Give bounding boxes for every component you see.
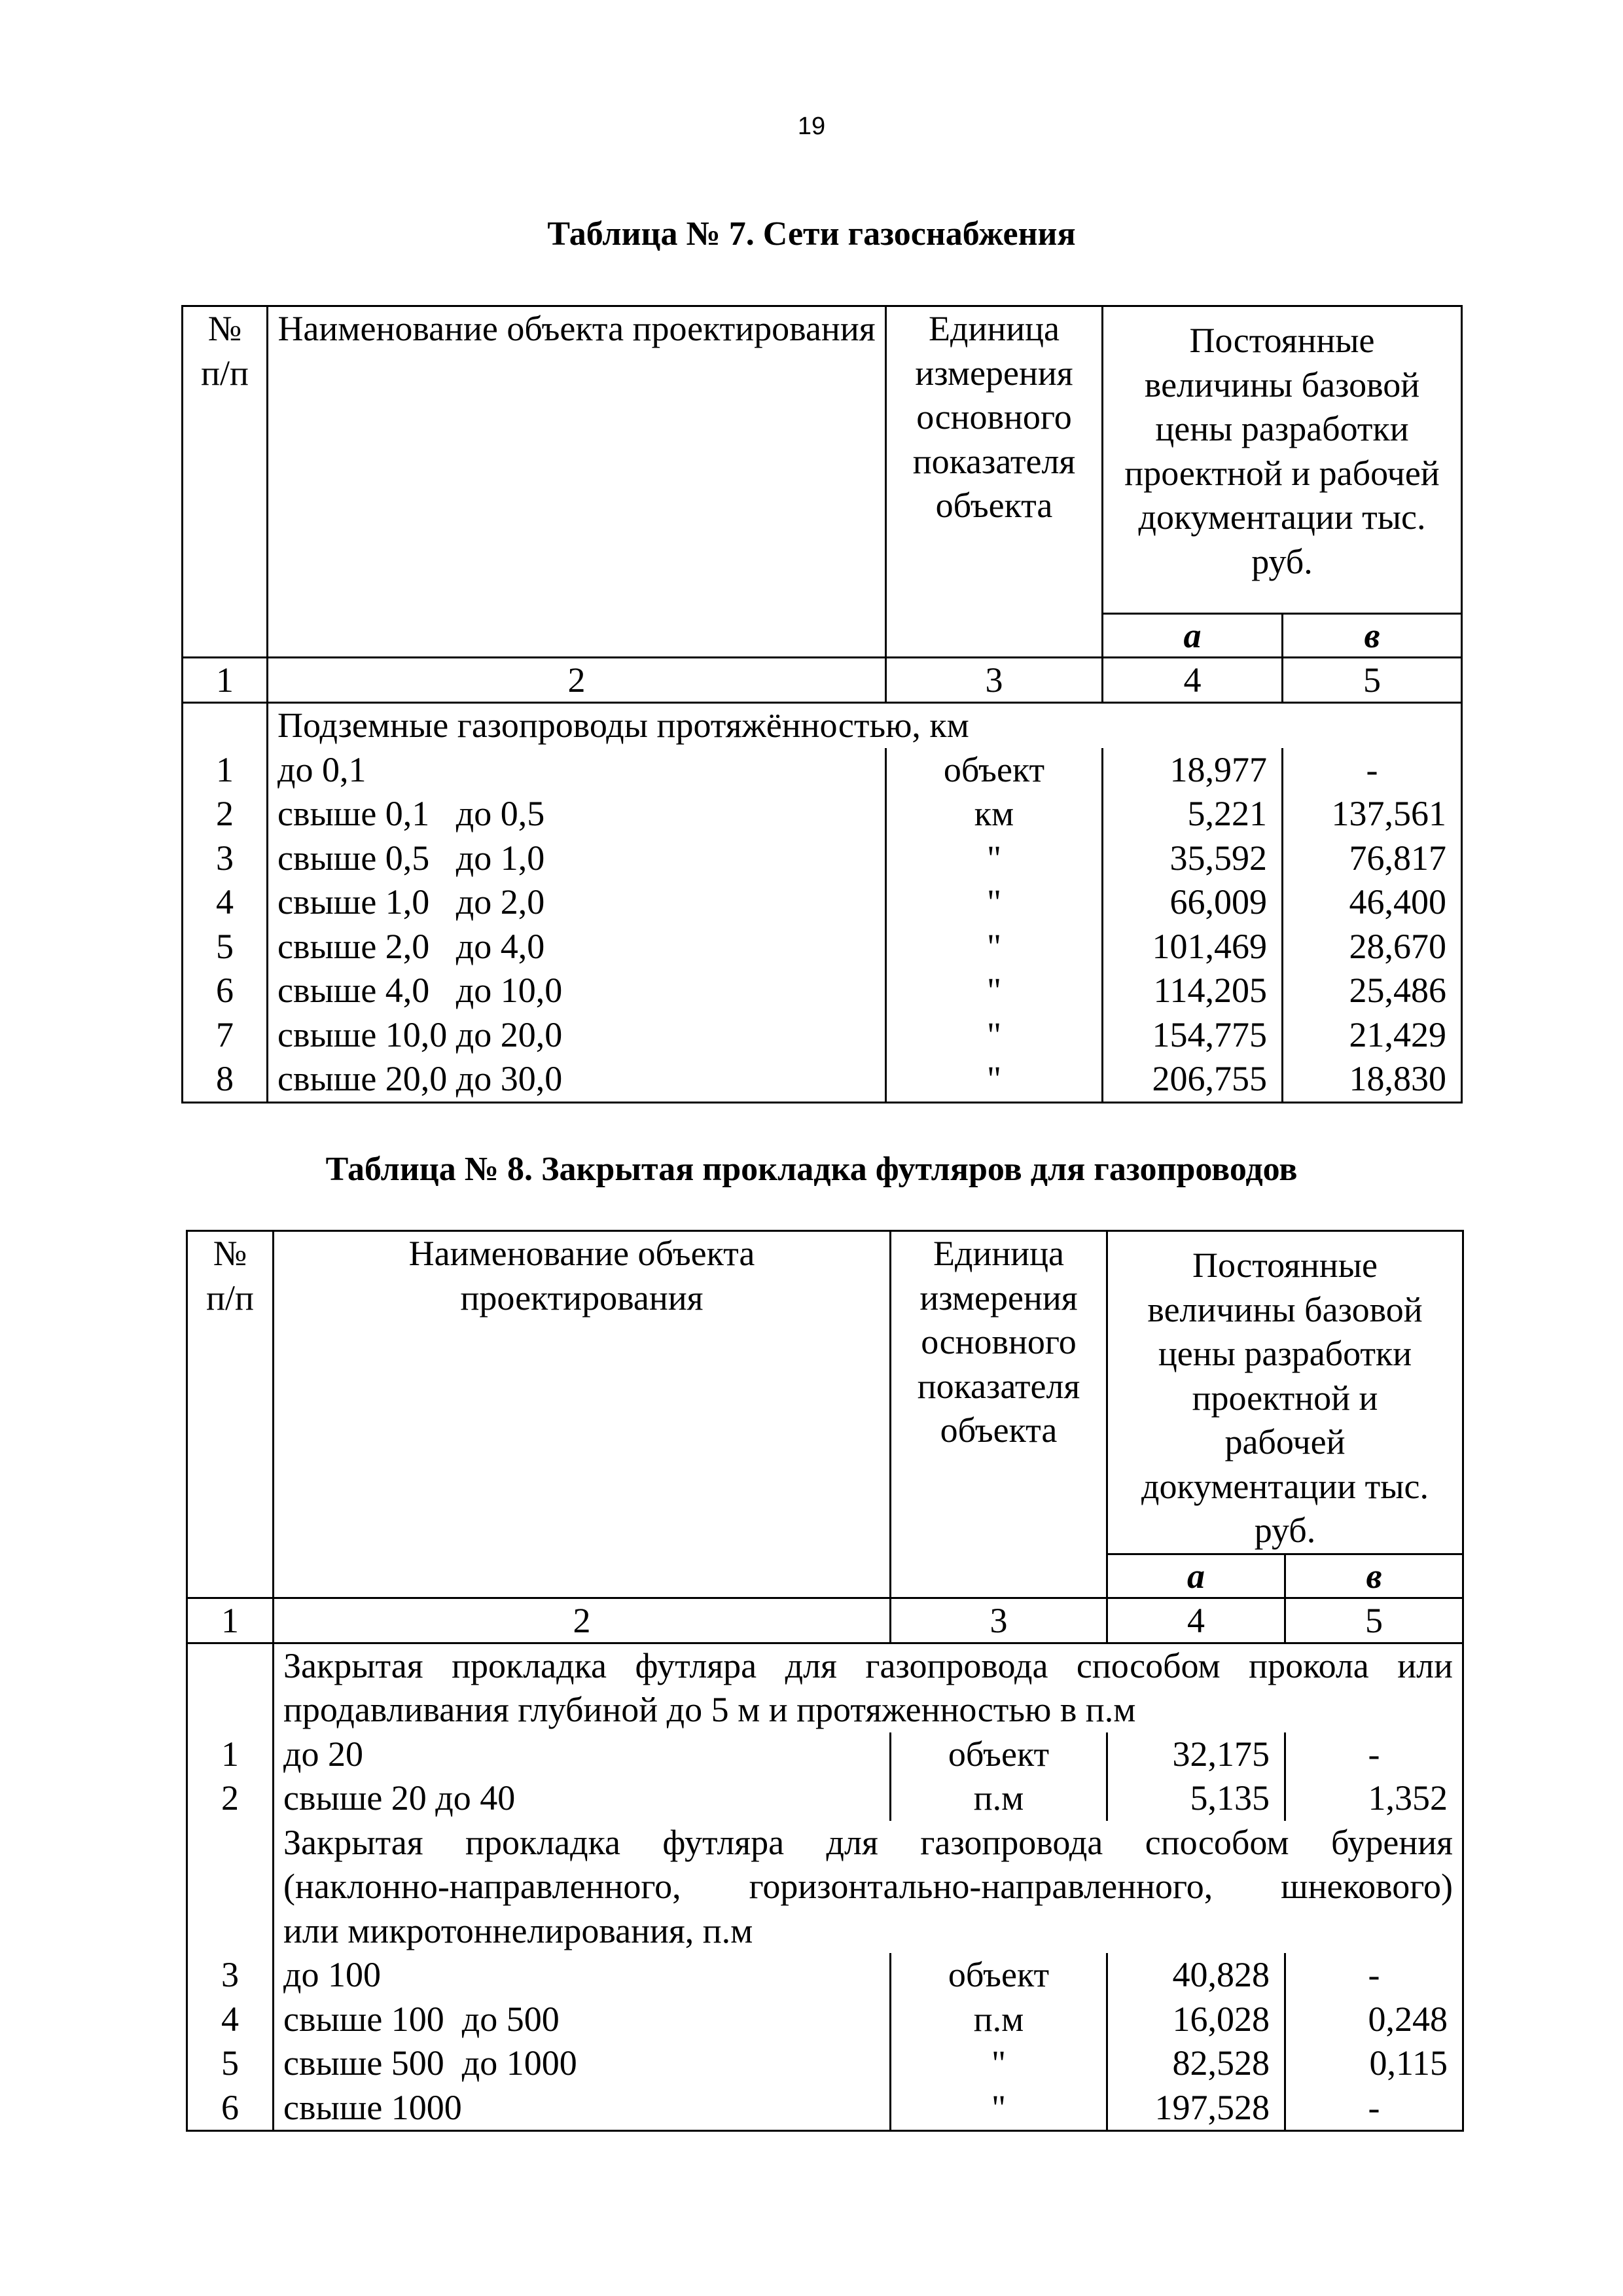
section-heading-line: или микротоннелирования, п.м (283, 1910, 753, 1950)
row-name: свыше 100 до 500 (274, 1998, 891, 2042)
col-number: 3 (886, 658, 1103, 703)
row-name: свыше 500 до 1000 (274, 2041, 891, 2086)
row-unit: п.м (891, 1776, 1107, 1821)
row-value-b: 21,429 (1283, 1013, 1462, 1058)
section-heading-row (183, 703, 1462, 748)
row-unit: " (886, 880, 1103, 925)
row-name: свыше 0,1 до 0,5 (268, 792, 886, 836)
row-unit: объект (891, 1953, 1107, 1998)
table-row (183, 748, 1462, 793)
header-price: Постоянные величины базовой цены разработки проектной и рабочей документации тыс. руб. (1107, 1231, 1463, 1554)
table-row (183, 880, 1462, 925)
row-number: 4 (187, 1998, 274, 2042)
row-name: свыше 1,0 до 2,0 (268, 880, 886, 925)
section-heading (274, 1821, 1463, 1954)
section-heading-line: Закрытая прокладка футляра для газопровода способом прокола или (283, 1645, 1454, 1685)
row-name: свыше 4,0 до 10,0 (268, 969, 886, 1013)
section-heading-line: Закрытая прокладка футляра для газопровода способом бурения (283, 1822, 1454, 1862)
table8-title: Таблица № 8. Закрытая прокладка футляров для газопроводов (325, 1151, 1298, 1188)
row-unit: объект (886, 748, 1103, 793)
row-unit: " (886, 969, 1103, 1013)
header-name: Наименование объекта проектирования (268, 306, 886, 658)
section-heading-line: (наклонно-направленного, горизонтально-направленного, шнекового) (283, 1867, 1454, 1906)
table-row (187, 1998, 1463, 2042)
row-value-a: 40,828 (1107, 1953, 1285, 1998)
header-a: а (1107, 1554, 1285, 1598)
header-b: в (1285, 1554, 1463, 1598)
row-value-b: - (1285, 1732, 1463, 1777)
table-row (187, 2041, 1463, 2086)
row-unit: п.м (891, 1998, 1107, 2042)
table7 (181, 305, 1463, 1103)
row-number: 5 (187, 2041, 274, 2086)
row-number: 3 (183, 836, 268, 881)
col-number: 2 (268, 658, 886, 703)
row-value-a: 101,469 (1103, 925, 1283, 969)
col-number: 5 (1283, 658, 1462, 703)
row-name: свыше 1000 (274, 2086, 891, 2131)
row-number: 5 (183, 925, 268, 969)
col-number: 4 (1107, 1598, 1285, 1643)
table-row (183, 925, 1462, 969)
row-value-b: - (1285, 2086, 1463, 2131)
row-value-a: 18,977 (1103, 748, 1283, 793)
section-heading-row (187, 1643, 1463, 1732)
row-number: 3 (187, 1953, 274, 1998)
row-name: свыше 10,0 до 20,0 (268, 1013, 886, 1058)
row-name: свыше 20 до 40 (274, 1776, 891, 1821)
row-value-a: 154,775 (1103, 1013, 1283, 1058)
row-name: свыше 0,5 до 1,0 (268, 836, 886, 881)
table-row (183, 969, 1462, 1013)
row-value-b: 18,830 (1283, 1057, 1462, 1102)
col-number: 4 (1103, 658, 1283, 703)
row-unit: " (886, 925, 1103, 969)
row-value-b: 0,248 (1285, 1998, 1463, 2042)
num-cell-empty (187, 1643, 274, 1732)
row-value-a: 32,175 (1107, 1732, 1285, 1777)
row-value-b: 1,352 (1285, 1776, 1463, 1821)
col-number: 2 (274, 1598, 891, 1643)
row-number: 6 (187, 2086, 274, 2131)
header-name: Наименование объекта проектирования (274, 1231, 891, 1598)
row-value-b: 0,115 (1285, 2041, 1463, 2086)
header-num: № п/п (183, 306, 268, 658)
row-value-b: 25,486 (1283, 969, 1462, 1013)
row-value-a: 206,755 (1103, 1057, 1283, 1102)
column-numbers-row (183, 658, 1462, 703)
num-cell-empty (187, 1821, 274, 1954)
section-heading (268, 703, 1462, 748)
row-unit: " (886, 1057, 1103, 1102)
section-heading (274, 1643, 1463, 1732)
row-value-a: 66,009 (1103, 880, 1283, 925)
row-number: 1 (187, 1732, 274, 1777)
row-value-a: 114,205 (1103, 969, 1283, 1013)
row-unit: " (891, 2086, 1107, 2131)
col-number: 5 (1285, 1598, 1463, 1643)
section-heading-line: Подземные газопроводы протяжённостью, км (277, 706, 969, 745)
header-unit: Единица измерения основного показателя объекта (886, 306, 1103, 658)
table-row (187, 1953, 1463, 1998)
table-row (183, 1057, 1462, 1102)
row-number: 1 (183, 748, 268, 793)
row-value-a: 5,221 (1103, 792, 1283, 836)
row-name: до 100 (274, 1953, 891, 1998)
row-unit: объект (891, 1732, 1107, 1777)
col-number: 1 (187, 1598, 274, 1643)
row-value-b: - (1283, 748, 1462, 793)
table-row (183, 836, 1462, 881)
row-value-a: 197,528 (1107, 2086, 1285, 2131)
table-row (183, 792, 1462, 836)
col-number: 3 (891, 1598, 1107, 1643)
section-heading-line: продавливания глубиной до 5 м и протяженностью в п.м (283, 1690, 1136, 1729)
row-value-b: 137,561 (1283, 792, 1462, 836)
row-name: до 20 (274, 1732, 891, 1777)
table-row (187, 2086, 1463, 2131)
table7-title: Таблица № 7. Сети газоснабжения (547, 215, 1076, 253)
header-a: а (1103, 614, 1283, 658)
table-row (187, 1732, 1463, 1777)
num-cell-empty (183, 703, 268, 748)
row-unit: " (891, 2041, 1107, 2086)
header-b: в (1283, 614, 1462, 658)
table8 (186, 1230, 1464, 2132)
row-value-b: 28,670 (1283, 925, 1462, 969)
row-value-a: 16,028 (1107, 1998, 1285, 2042)
row-value-a: 5,135 (1107, 1776, 1285, 1821)
row-unit: " (886, 1013, 1103, 1058)
header-unit: Единица измерения основного показателя объекта (891, 1231, 1107, 1598)
row-number: 6 (183, 969, 268, 1013)
header-price: Постоянные величины базовой цены разработки проектной и рабочей документации тыс. руб. (1103, 306, 1462, 614)
page-number: 19 (797, 113, 826, 140)
row-number: 4 (183, 880, 268, 925)
col-number: 1 (183, 658, 268, 703)
row-unit: км (886, 792, 1103, 836)
row-value-a: 82,528 (1107, 2041, 1285, 2086)
section-heading-row (187, 1821, 1463, 1954)
header-num: № п/п (187, 1231, 274, 1598)
table-row (183, 1013, 1462, 1058)
row-number: 7 (183, 1013, 268, 1058)
row-number: 8 (183, 1057, 268, 1102)
row-number: 2 (183, 792, 268, 836)
row-name: свыше 2,0 до 4,0 (268, 925, 886, 969)
row-name: до 0,1 (268, 748, 886, 793)
row-unit: " (886, 836, 1103, 881)
row-name: свыше 20,0 до 30,0 (268, 1057, 886, 1102)
row-value-b: 46,400 (1283, 880, 1462, 925)
row-value-b: - (1285, 1953, 1463, 1998)
column-numbers-row (187, 1598, 1463, 1643)
row-value-b: 76,817 (1283, 836, 1462, 881)
table-row (187, 1776, 1463, 1821)
row-number: 2 (187, 1776, 274, 1821)
row-value-a: 35,592 (1103, 836, 1283, 881)
